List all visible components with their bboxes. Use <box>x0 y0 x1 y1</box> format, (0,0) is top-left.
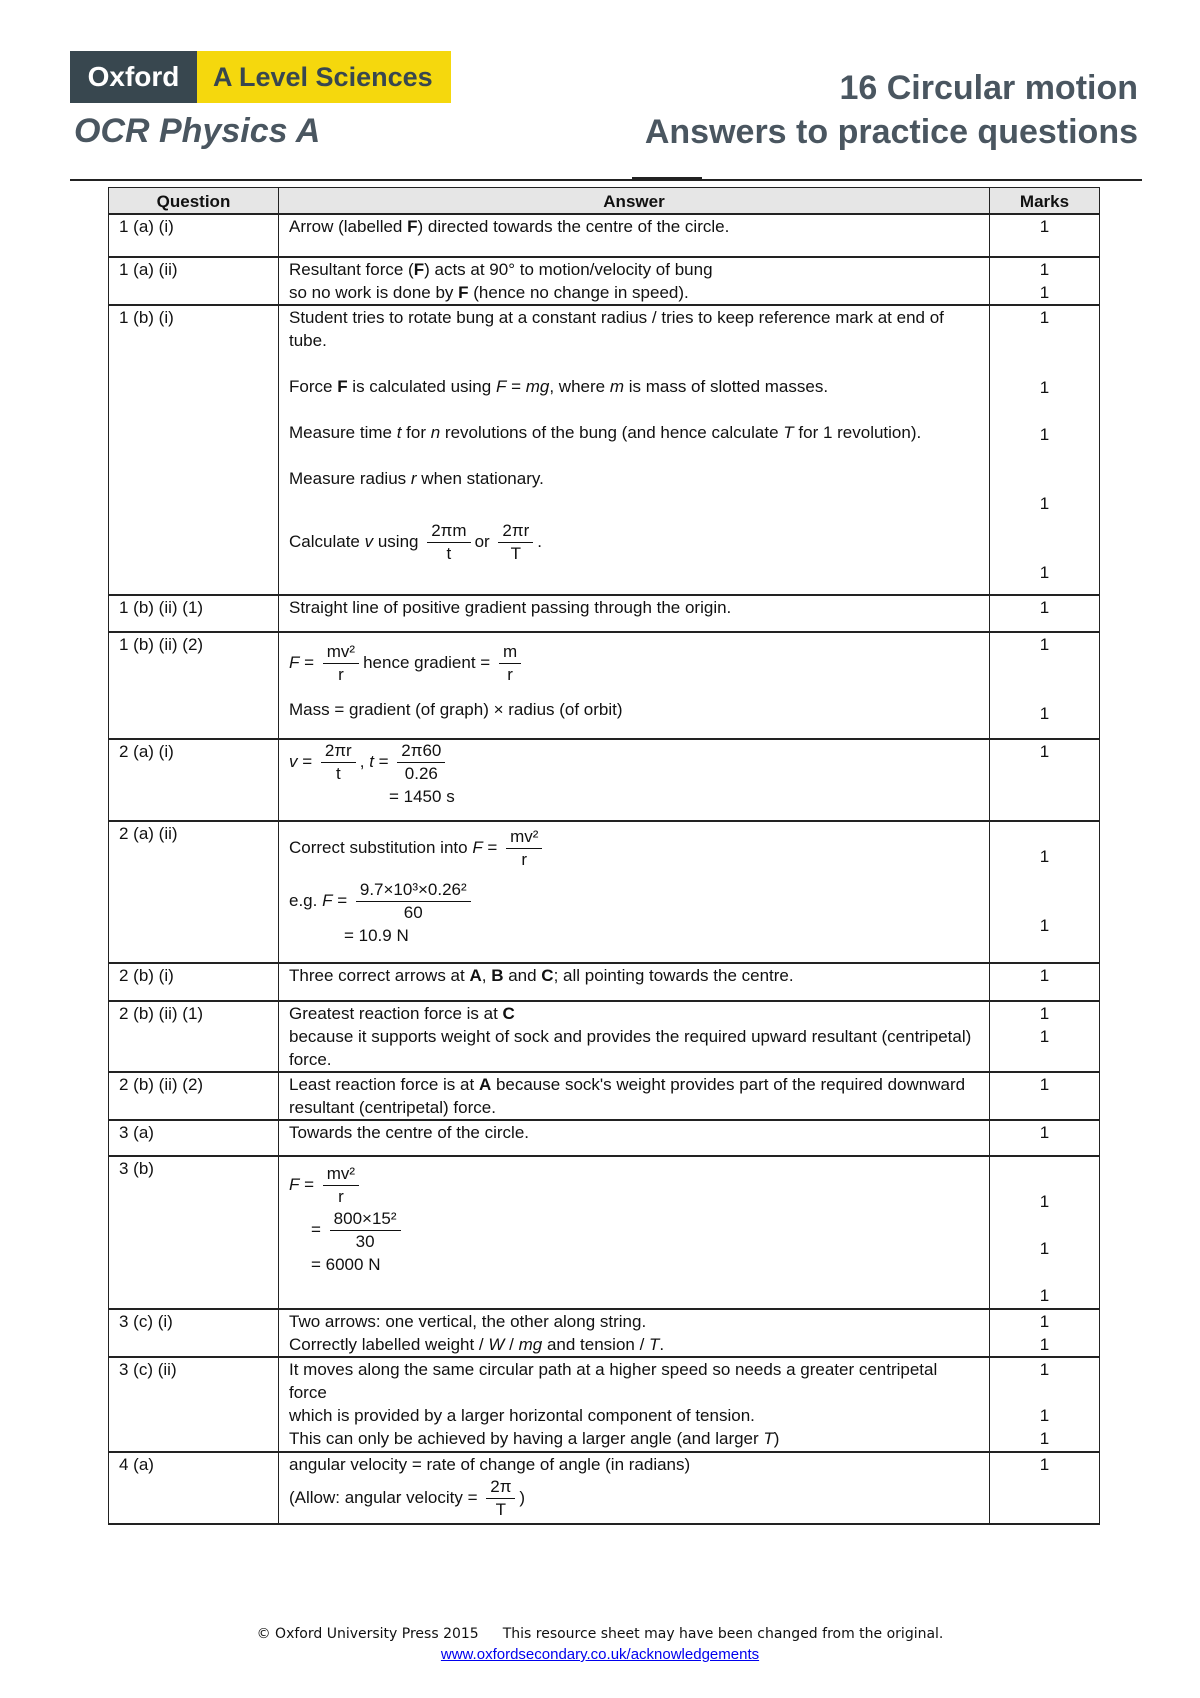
table-header-row <box>109 188 1100 215</box>
table-row <box>109 595 1100 632</box>
answer-cell: F = $\frac{\text{mv²}}{r}$ = $\frac{\text{800×15²}}{30}$ = 6000 N <box>279 1156 990 1309</box>
question-cell: 2 (b) (i) <box>109 963 279 1001</box>
chapter-heading <box>645 66 1138 154</box>
answer-cell: Two arrows: one vertical, the other along string. Correctly labelled weight / W / mg and tension / T. <box>279 1309 990 1357</box>
question-cell: 3 (b) <box>109 1156 279 1309</box>
answer-cell: Three correct arrows at A, B and C; all pointing towards the centre. <box>279 963 990 1001</box>
answer-cell: Resultant force (F) acts at 90° to motion/velocity of bung so no work is done by F (hence no change in speed). <box>279 257 990 305</box>
marks-cell: 1 <box>990 1120 1100 1156</box>
notice-text: This resource sheet may have been changed from the original. <box>502 1626 944 1642</box>
copyright-text: © Oxford University Press 2015 <box>256 1626 479 1642</box>
logo-oxford: Oxford <box>70 51 197 103</box>
logo-a-level-sciences: A Level Sciences <box>197 51 451 103</box>
table-row <box>109 1156 1100 1309</box>
table-row <box>109 1120 1100 1156</box>
answer-cell: It moves along the same circular path at a higher speed so needs a greater centripetal force which is provided by a larger horizontal component of tension. This can only be achieved by having a larger angle (and larger T) <box>279 1357 990 1452</box>
fraction: $\frac{2\pi r}{t}$ <box>321 740 356 785</box>
question-cell: 1 (b) (i) <box>109 305 279 595</box>
answer-cell: Correct substitution into F = $\frac{\text{mv²}}{r}$ e.g. F = $\frac{\text{9.7×10³×0.26²}}{60}$ = 10.9 N <box>279 821 990 963</box>
question-cell: 3 (c) (ii) <box>109 1357 279 1452</box>
table-row <box>109 821 1100 963</box>
marks-cell: 1 1 <box>990 821 1100 963</box>
answer-cell: Towards the centre of the circle. <box>279 1120 990 1156</box>
fraction: $\frac{\text{mv²}}{r}$ <box>506 826 542 871</box>
marks-cell: 1 1 <box>990 1309 1100 1357</box>
answers-table <box>108 187 1100 1525</box>
header-rule-accent <box>632 177 702 179</box>
marks-cell: 1 <box>990 739 1100 821</box>
fraction: $\frac{\text{mv²}}{r}$ <box>323 641 359 686</box>
marks-cell: 1 1 1 <box>990 1156 1100 1309</box>
acknowledgements-link[interactable]: www.oxfordsecondary.co.uk/acknowledgements <box>440 1646 760 1663</box>
answer-cell: v = $\frac{2\pi r}{t}$ , t = $\frac{2\pi 60}{0.26}$ = 1450 s <box>279 739 990 821</box>
answer-cell: Straight line of positive gradient passing through the origin. <box>279 595 990 632</box>
table-row <box>109 1452 1100 1524</box>
question-cell: 2 (b) (ii) (1) <box>109 1001 279 1072</box>
question-cell: 1 (a) (ii) <box>109 257 279 305</box>
question-cell: 1 (a) (i) <box>109 214 279 257</box>
subject-title: OCR Physics A <box>74 112 321 150</box>
footer <box>0 1626 1200 1663</box>
fraction: $\frac{\text{mv²}}{r}$ <box>323 1163 359 1208</box>
marks-cell: 1 <box>990 595 1100 632</box>
marks-cell: 1 1 1 <box>990 1357 1100 1452</box>
question-cell: 1 (b) (ii) (2) <box>109 632 279 739</box>
question-cell: 3 (c) (i) <box>109 1309 279 1357</box>
marks-cell: 1 <box>990 1452 1100 1524</box>
answer-cell: angular velocity = rate of change of angle (in radians) (Allow: angular velocity = $\frac{2\pi}{T}$ ) <box>279 1452 990 1524</box>
fraction: $\frac{2\pi}{T}$ <box>486 1476 515 1521</box>
table-row <box>109 1072 1100 1120</box>
table-row <box>109 214 1100 257</box>
table-row <box>109 963 1100 1001</box>
fraction: $\frac{m}{r}$ <box>499 641 521 686</box>
document-title: Answers to practice questions <box>644 113 1138 151</box>
marks-cell: 1 1 1 1 1 <box>990 305 1100 595</box>
table-row <box>109 1309 1100 1357</box>
answer-cell: Least reaction force is at A because sock's weight provides part of the required downward resultant (centripetal) force. <box>279 1072 990 1120</box>
question-cell: 3 (a) <box>109 1120 279 1156</box>
answer-cell: Arrow (labelled F) directed towards the centre of the circle. <box>279 214 990 257</box>
table-row <box>109 632 1100 739</box>
marks-cell: 1 1 <box>990 632 1100 739</box>
answer-cell: Student tries to rotate bung at a constant radius / tries to keep reference mark at end of tube. Force F is calculated using F = mg, where m is mass of slotted masses. Measure time t for n revolutions of the bung (and hence calculate T for 1 revolution). Measure radius r when stationary. Calculate v using $\frac{2\pi m}{t}$ or $\frac{2\pi r}{T}$ . <box>279 305 990 595</box>
fraction: $\frac{\text{9.7×10³×0.26²}}{60}$ <box>356 879 471 924</box>
header-question: Question <box>109 188 279 215</box>
marks-cell: 1 <box>990 1072 1100 1120</box>
marks-cell: 1 1 <box>990 1001 1100 1072</box>
header-answer: Answer <box>279 188 990 215</box>
header-marks: Marks <box>990 188 1100 215</box>
chapter-title: 16 Circular motion <box>839 69 1138 107</box>
table-row <box>109 739 1100 821</box>
fraction: $\frac{2\pi m}{t}$ <box>427 520 470 565</box>
answer-cell: F = $\frac{\text{mv²}}{r}$ hence gradient = $\frac{m}{r}$ Mass = gradient (of graph) × radius (of orbit) <box>279 632 990 739</box>
oxford-logo <box>70 51 451 103</box>
question-cell: 2 (b) (ii) (2) <box>109 1072 279 1120</box>
marks-cell: 1 <box>990 214 1100 257</box>
fraction: $\frac{2\pi 60}{0.26}$ <box>397 740 445 785</box>
marks-cell: 1 1 <box>990 257 1100 305</box>
question-cell: 2 (a) (ii) <box>109 821 279 963</box>
header-rule <box>70 179 1142 181</box>
marks-cell: 1 <box>990 963 1100 1001</box>
table-row <box>109 1357 1100 1452</box>
question-cell: 1 (b) (ii) (1) <box>109 595 279 632</box>
question-cell: 2 (a) (i) <box>109 739 279 821</box>
table-row <box>109 257 1100 305</box>
table-row <box>109 1001 1100 1072</box>
question-cell: 4 (a) <box>109 1452 279 1524</box>
table-row <box>109 305 1100 595</box>
fraction: $\frac{2\pi r}{T}$ <box>498 520 533 565</box>
fraction: $\frac{\text{800×15²}}{30}$ <box>330 1208 401 1253</box>
answer-cell: Greatest reaction force is at C because it supports weight of sock and provides the required upward resultant (centripetal) force. <box>279 1001 990 1072</box>
